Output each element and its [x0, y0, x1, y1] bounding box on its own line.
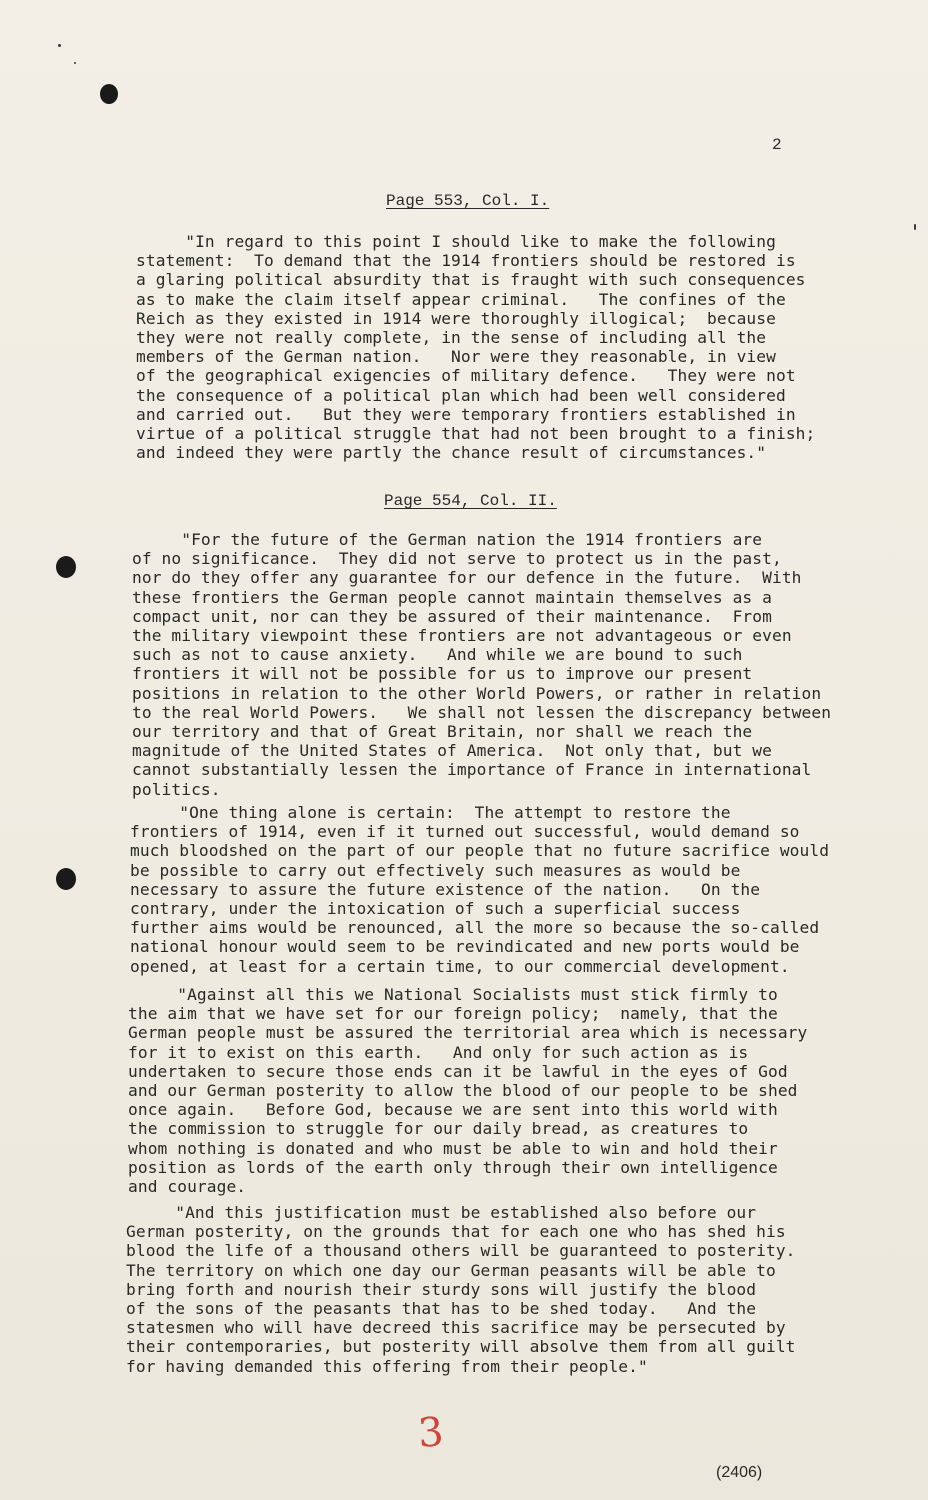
punch-hole [100, 84, 118, 104]
paragraph: "Against all this we National Socialists must stick firmly to the aim that we have set for our foreign policy; namely, that the German people must be assured the territorial area which is necessary for it to exist on this earth. And only for such action as is undertaken to secure those ends can it be lawful in the eyes of God and our German posterity to allow the blood of our people to be shed once again. Before God, because we are sent into this world with the commission to struggle for our daily bread, as creatures to whom nothing is donated and who must be able to win and hold their position as lords of the earth only through their own intelligence and courage. [128, 985, 808, 1197]
paper-speck [74, 62, 76, 64]
paragraph: "In regard to this point I should like to make the following statement: To demand that the 1914 frontiers should be restored is a glaring political absurdity that is fraught with such consequences as to make the claim itself appear criminal. The confines of the Reich as they existed in 1914 were thoroughly illogical; because they were not really complete, in the sense of including all the members of the German nation. Nor were they reasonable, in view of the geographical exigencies of military defence. They were not the consequence of a political plan which had been well considered and carried out. But they were temporary frontiers established in virtue of a political struggle that had not been brought to a finish; and indeed they were partly the chance result of circumstances." [136, 232, 816, 463]
paragraph: "For the future of the German nation the 1914 frontiers are of no significance. They did not serve to protect us in the past, nor do they offer any guarantee for our defence in the future. With these frontiers the German people cannot maintain themselves as a compact unit, nor can they be assured of their maintenance. From the military viewpoint these frontiers are not advantageous or even such as not to cause anxiety. And while we are bound to such frontiers it will not be possible for us to improve our present positions in relation to the other World Powers, or rather in relation to the real World Powers. We shall not lessen the discrepancy between our territory and that of Great Britain, nor shall we reach the magnitude of the United States of America. Not only that, but we cannot substantially lessen the importance of France in international politics. [132, 530, 832, 799]
paper-speck [914, 224, 916, 230]
paragraph: "One thing alone is certain: The attempt to restore the frontiers of 1914, even if it turned out successful, would demand so much bloodshed on the part of our people that no future sacrifice would be possible to carry out effectively such measures as would be necessary to assure the future existence of the nation. On the contrary, under the intoxication of such a superficial success further aims would be renounced, all the more so because the so-called national honour would seem to be revindicated and new ports would be opened, at least for a certain time, to our commercial development. [130, 803, 830, 976]
paper-speck [58, 44, 61, 47]
document-number: (2406) [716, 1464, 763, 1481]
paragraph: "And this justification must be established also before our German posterity, on the grounds that for each one who has shed his blood the life of a thousand others will be guaranteed to posterity. The territory on which one day our German peasants will be able to bring forth and nourish their sturdy sons will justify the blood of the sons of the peasants that has to be shed today. And the statesmen who will have decreed this sacrifice may be persecuted by their contemporaries, but posterity will absolve them from all guilt for having demanded this offering from their people." [126, 1203, 796, 1376]
punch-hole [56, 556, 76, 578]
section-heading: Page 554, Col. II. [384, 492, 557, 510]
section-heading: Page 553, Col. I. [386, 192, 550, 210]
punch-hole [56, 868, 76, 890]
handwritten-page-mark: 3 [416, 1409, 446, 1457]
page-number: 2 [772, 136, 782, 154]
